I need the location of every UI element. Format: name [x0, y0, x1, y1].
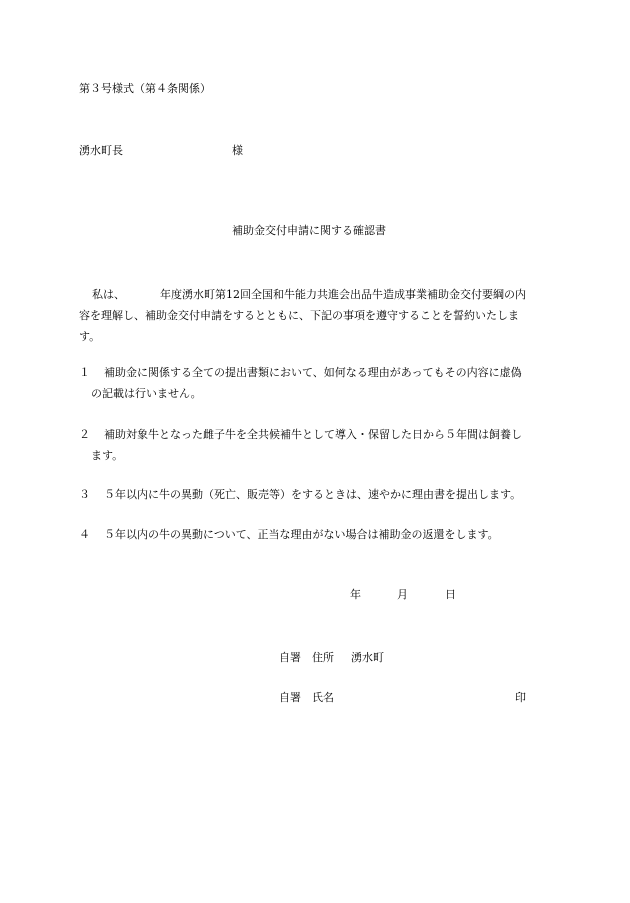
date-year-label: 年 [350, 588, 361, 601]
signature-address-label: 自署 住所 [279, 651, 334, 664]
addressee-name: 湧水町長 [79, 144, 123, 157]
item-number: ２ [79, 428, 90, 441]
item-line1: 補助対象牛となった雌子牛を全共候補牛として導入・保留した日から５年間は飼養し [104, 428, 522, 441]
addressee-honorific: 様 [232, 144, 243, 157]
item-line1: 補助金に関係する全ての提出書類において、如何なる理由があってもその内容に虚偽 [104, 366, 522, 379]
item-line2: ます。 [91, 449, 124, 462]
item-line2: の記載は行いません。 [91, 387, 202, 400]
date-month-label: 月 [397, 588, 408, 601]
document-title: 補助金交付申請に関する確認書 [232, 224, 386, 237]
item-line1: ５年以内に牛の異動（死亡、販売等）をするときは、速やかに理由書を提出します。 [104, 488, 522, 501]
item-number: １ [79, 366, 90, 379]
item-line1: ５年以内の牛の異動について、正当な理由がない場合は補助金の返還をします。 [104, 528, 499, 541]
date-day-label: 日 [445, 588, 456, 601]
signature-address-value: 湧水町 [351, 651, 384, 664]
intro-prefix: 私は、 [92, 288, 125, 301]
intro-line3: す。 [79, 330, 101, 343]
intro-line2: 容を理解し、補助金交付申請をするとともに、下記の事項を遵守することを誓約いたしま [79, 309, 519, 322]
signature-name-label: 自署 氏名 [279, 691, 334, 704]
intro-line1: 年度湧水町第12回全国和牛能力共進会出品牛造成事業補助金交付要綱の内 [160, 288, 526, 301]
item-number: ４ [79, 528, 90, 541]
seal-mark: 印 [515, 691, 526, 704]
form-label: 第３号様式（第４条関係） [79, 82, 211, 95]
item-number: ３ [79, 488, 90, 501]
